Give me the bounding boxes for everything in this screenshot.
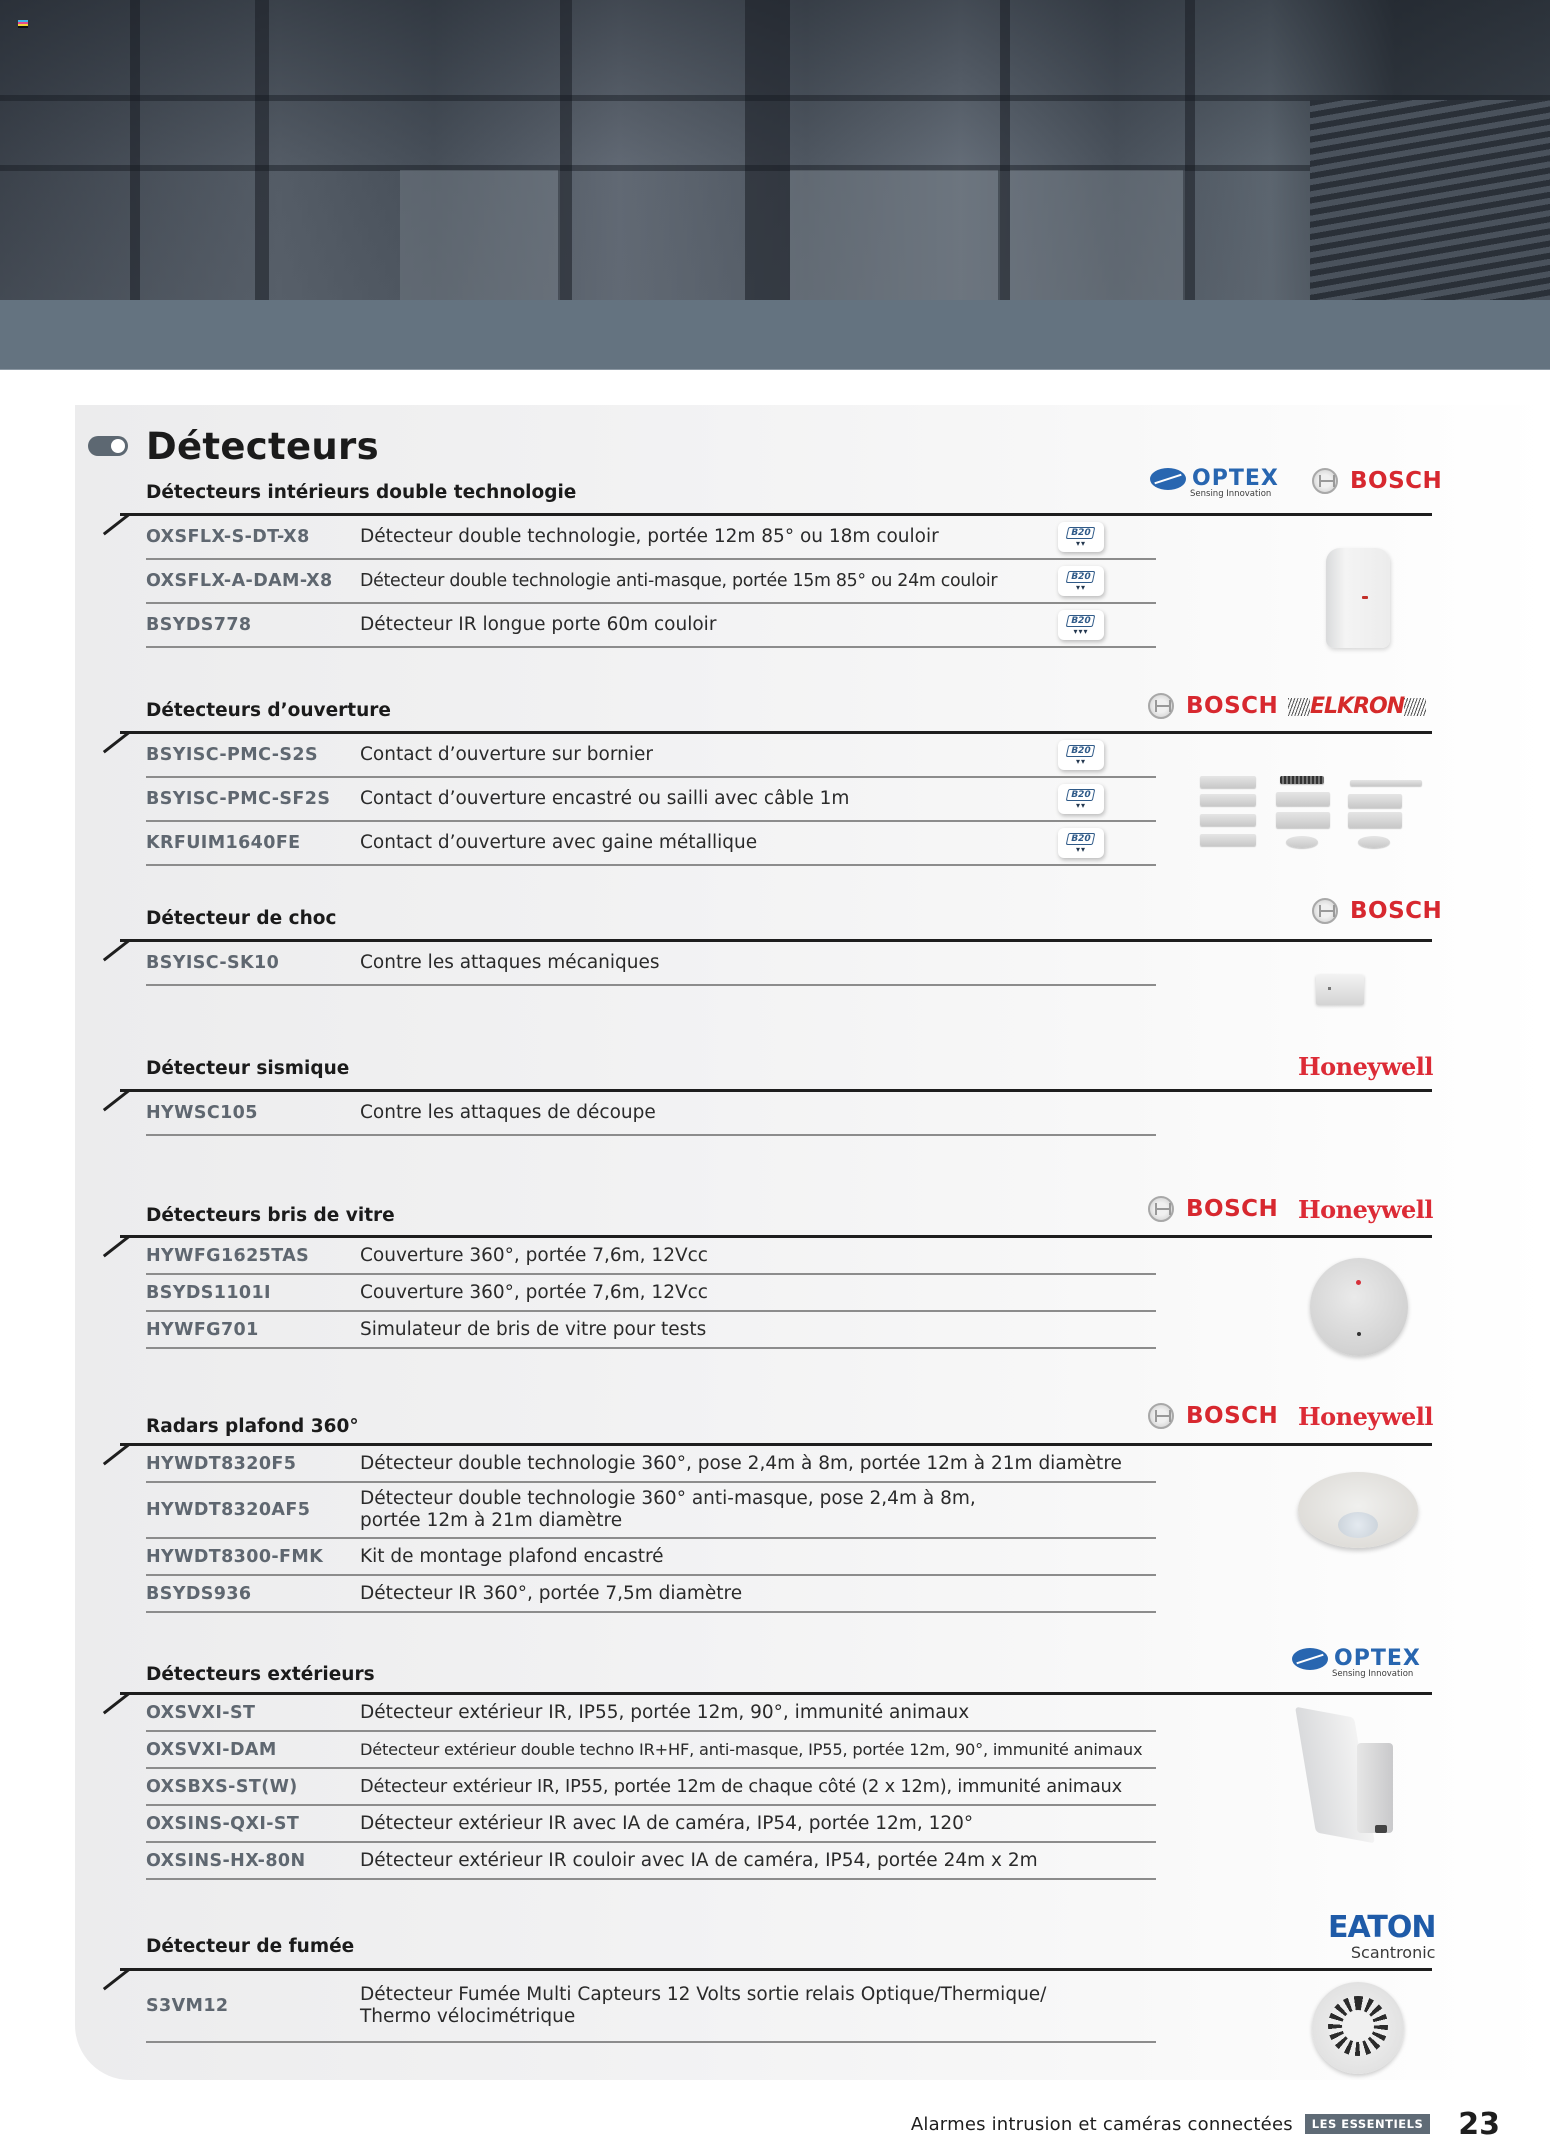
page-footer	[910, 2106, 1500, 2138]
table-row	[146, 1312, 1156, 1349]
honeywell-logo: Honeywell	[1298, 1195, 1434, 1224]
grade-2-icon: B20 ▾▾	[1058, 566, 1104, 596]
grade-2-icon: B20 ▾▾	[1058, 522, 1104, 552]
catalog-title: Alarmes intrusion et caméras connectées	[910, 2113, 1293, 2135]
product-ref: BSYISC-SK10	[146, 953, 280, 973]
table-row	[146, 734, 1156, 778]
product-desc: Contre les attaques mécaniques	[360, 952, 660, 973]
product-desc: Détecteur IR longue porte 60m couloir	[360, 614, 717, 635]
table-row	[146, 516, 1156, 560]
section-title: Détecteur de choc	[146, 908, 337, 929]
table-row	[146, 778, 1156, 822]
optex-logo: OPTEX Sensing Innovation	[1292, 1646, 1421, 1679]
section-title: Détecteur sismique	[146, 1058, 350, 1079]
table-row	[146, 560, 1156, 604]
hero-banner	[0, 0, 1550, 370]
table-row	[146, 1539, 1156, 1576]
product-ref: OXSINS-QXI-ST	[146, 1813, 300, 1834]
louver-vent	[1310, 100, 1550, 300]
bosch-icon	[1312, 898, 1338, 924]
table-row	[146, 1238, 1156, 1275]
product-ref: OXSFLX-A-DAM-X8	[146, 571, 333, 591]
table-row	[146, 1843, 1156, 1880]
bosch-logo: BOSCH	[1312, 898, 1442, 924]
table-row	[146, 1483, 1156, 1539]
table-row	[146, 822, 1156, 866]
table-row	[146, 1092, 1156, 1136]
optex-icon	[1150, 468, 1186, 490]
product-desc: Détecteur extérieur double techno IR+HF, anti-masque, IP55, portée 12m, 90°, immunité animaux	[360, 1739, 1143, 1759]
bosch-logo: BOSCH	[1312, 468, 1442, 494]
product-desc: Détecteur double technologie 360°, pose 2,4m à 8m, portée 12m à 21m diamètre	[360, 1452, 1122, 1474]
product-desc: Contact d’ouverture avec gaine métallique	[360, 832, 758, 853]
product-image-pir-detector	[1326, 548, 1390, 648]
product-desc: Détecteur double technologie 360° anti-masque, pose 2,4m à 8m, portée 12m à 21m diamètre	[360, 1488, 976, 1531]
product-ref: OXSVXI-ST	[146, 1702, 256, 1723]
product-ref: BSYISC-PMC-S2S	[146, 745, 318, 765]
honeywell-logo: Honeywell	[1298, 1052, 1434, 1081]
table-row	[146, 1695, 1156, 1732]
product-ref: OXSVXI-DAM	[146, 1739, 277, 1760]
product-ref: HYWDT8320AF5	[146, 1500, 311, 1520]
product-image-ceiling-detector	[1298, 1472, 1418, 1548]
product-ref: OXSINS-HX-80N	[146, 1850, 306, 1871]
section-title: Détecteurs bris de vitre	[146, 1205, 395, 1226]
product-desc: Couverture 360°, portée 7,6m, 12Vcc	[360, 1281, 708, 1303]
essentials-badge: LES ESSENTIELS	[1305, 2114, 1430, 2134]
product-desc: Contre les attaques de découpe	[360, 1102, 656, 1123]
section-title: Détecteur de fumée	[146, 1936, 355, 1957]
product-desc: Couverture 360°, portée 7,6m, 12Vcc	[360, 1244, 708, 1266]
product-ref: HYWFG701	[146, 1319, 259, 1340]
product-image-smoke-detector	[1312, 1982, 1404, 2074]
grade-2-icon: B20 ▾▾	[1058, 828, 1104, 858]
bosch-icon	[1148, 1403, 1174, 1429]
product-ref: BSYISC-PMC-SF2S	[146, 789, 331, 809]
bosch-logo: BOSCH	[1148, 1403, 1278, 1429]
bosch-icon	[1148, 693, 1174, 719]
product-desc: Simulateur de bris de vitre pour tests	[360, 1318, 707, 1340]
product-ref: BSYDS778	[146, 615, 252, 635]
product-desc: Détecteur Fumée Multi Capteurs 12 Volts sortie relais Optique/Thermique/ Thermo vélocimétrique	[360, 1984, 1047, 2027]
section-title: Radars plafond 360°	[146, 1416, 359, 1437]
product-ref: BSYDS1101I	[146, 1282, 271, 1303]
eaton-logo: EATON Scantronic	[1328, 1910, 1436, 1962]
product-ref: HYWFG1625TAS	[146, 1245, 310, 1266]
table-row	[146, 604, 1156, 648]
flag-icon	[18, 20, 28, 28]
product-image-glass-break	[1310, 1258, 1408, 1356]
product-desc: Détecteur double technologie anti-masque, portée 15m 85° ou 24m couloir	[360, 571, 998, 591]
product-desc: Kit de montage plafond encastré	[360, 1545, 664, 1567]
page-title: Détecteurs	[146, 424, 379, 468]
honeywell-logo: Honeywell	[1298, 1402, 1434, 1431]
product-ref: HYWDT8300-FMK	[146, 1546, 324, 1567]
table-row	[146, 1275, 1156, 1312]
product-ref: S3VM12	[146, 1996, 229, 2016]
elkron-logo: ELKRON	[1288, 694, 1426, 719]
product-desc: Détecteur extérieur IR avec IA de caméra, IP54, portée 12m, 120°	[360, 1812, 974, 1834]
grade-2-icon: B20 ▾▾	[1058, 740, 1104, 770]
product-ref: OXSBXS-ST(W)	[146, 1776, 298, 1797]
product-ref: HYWDT8320F5	[146, 1453, 297, 1474]
table-row	[146, 1576, 1156, 1613]
grade-2-icon: B20 ▾▾	[1058, 784, 1104, 814]
product-ref: OXSFLX-S-DT-X8	[146, 527, 310, 547]
grade-3-icon: B20 ▾▾▾	[1058, 610, 1104, 640]
product-desc: Détecteur extérieur IR couloir avec IA de caméra, IP54, portée 24m x 2m	[360, 1849, 1038, 1871]
section-title: Détecteurs intérieurs double technologie	[146, 482, 577, 503]
product-image-door-contacts	[1198, 774, 1428, 864]
product-desc: Contact d’ouverture encastré ou sailli avec câble 1m	[360, 788, 850, 809]
page-header	[88, 420, 379, 472]
product-desc: Détecteur extérieur IR, IP55, portée 12m de chaque côté (2 x 12m), immunité animaux	[360, 1775, 1122, 1797]
product-ref: HYWSC105	[146, 1103, 258, 1123]
table-row	[146, 1971, 1156, 2043]
table-row	[146, 1769, 1156, 1806]
product-desc: Détecteur IR 360°, portée 7,5m diamètre	[360, 1582, 743, 1604]
product-desc: Contact d’ouverture sur bornier	[360, 744, 653, 765]
page-number: 23	[1458, 2106, 1500, 2138]
bosch-logo: BOSCH	[1148, 693, 1278, 719]
table-row	[146, 1806, 1156, 1843]
product-desc: Détecteur double technologie, portée 12m 85° ou 18m couloir	[360, 526, 939, 547]
bosch-icon	[1148, 1196, 1174, 1222]
table-row	[146, 1446, 1156, 1483]
table-row	[146, 942, 1156, 986]
section-title: Détecteurs d’ouverture	[146, 700, 391, 721]
product-ref: BSYDS936	[146, 1583, 252, 1604]
optex-icon	[1292, 1648, 1328, 1670]
table-row	[146, 1732, 1156, 1769]
product-desc: Détecteur extérieur IR, IP55, portée 12m, 90°, immunité animaux	[360, 1701, 970, 1723]
bosch-logo: BOSCH	[1148, 1196, 1278, 1222]
product-image-shock-sensor	[1316, 975, 1364, 1005]
header-band	[0, 300, 1550, 370]
toggle-icon	[88, 436, 128, 456]
product-image-outdoor-detector	[1295, 1705, 1405, 1845]
bosch-icon	[1312, 468, 1338, 494]
section-title: Détecteurs extérieurs	[146, 1664, 375, 1685]
optex-logo: OPTEX Sensing Innovation	[1150, 466, 1279, 499]
product-ref: KRFUIM1640FE	[146, 833, 301, 853]
